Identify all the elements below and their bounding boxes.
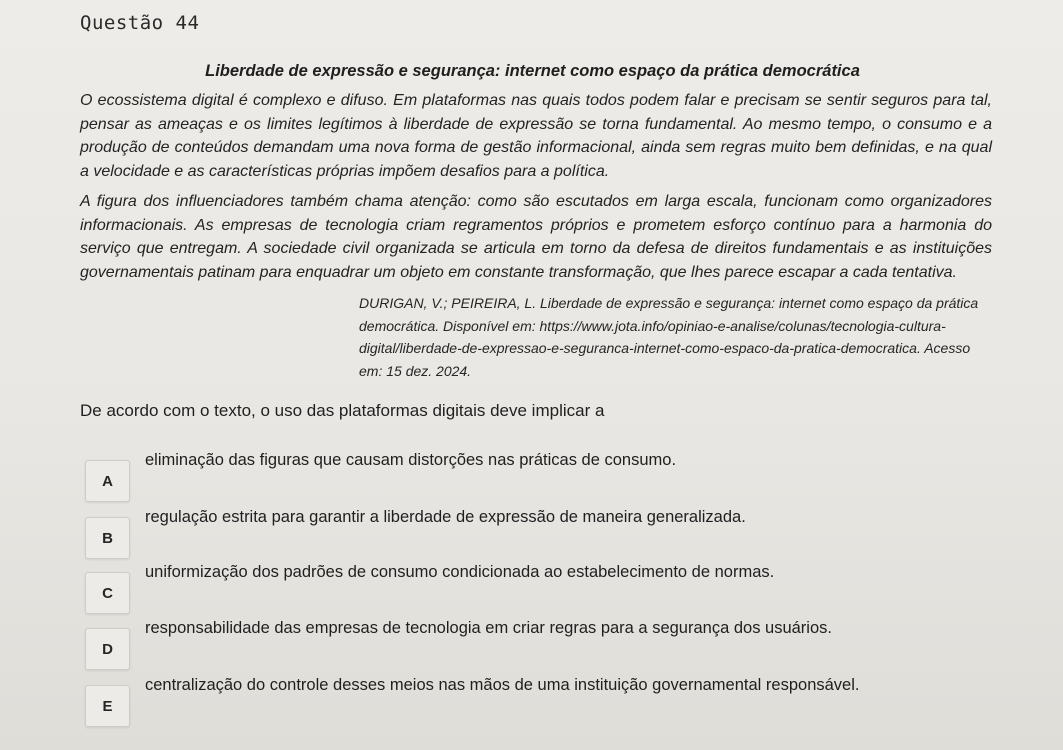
option-c-text[interactable]: uniformização dos padrões de consumo condicionada ao estabelecimento de normas.	[145, 563, 775, 581]
option-a-button[interactable]: A	[85, 460, 130, 502]
option-d-button[interactable]: D	[85, 628, 130, 670]
option-b-button[interactable]: B	[85, 517, 130, 559]
option-b-text[interactable]: regulação estrita para garantir a liberdade de expressão de maneira generalizada.	[145, 508, 746, 526]
option-e[interactable]	[85, 676, 985, 729]
option-c[interactable]	[85, 563, 985, 616]
option-a[interactable]	[85, 451, 985, 504]
option-e-text[interactable]: centralização do controle desses meios nas mãos de uma instituição governamental responsável.	[145, 676, 860, 694]
option-d[interactable]	[85, 619, 985, 672]
option-b[interactable]	[85, 508, 985, 561]
text-paragraph-1: O ecossistema digital é complexo e difuso. Em plataformas nas quais todos podem falar e precisam se sentir seguros para tal, pensar as ameaças e os limites legítimos à liberdade de expressão se torna fundamental. Ao mesmo tempo, o consumo e a produção de conteúdos demandam uma nova forma de gestão informacional, ainda sem regras muito bem definidas, e na qual a velocidade e as características próprias impõem desafios para a política.	[80, 92, 992, 180]
option-a-text[interactable]: eliminação das figuras que causam distorções nas práticas de consumo.	[145, 451, 677, 469]
option-d-text[interactable]: responsabilidade das empresas de tecnologia em criar regras para a segurança dos usuários.	[145, 619, 832, 637]
text-title: Liberdade de expressão e segurança: internet como espaço da prática democrática	[205, 62, 860, 80]
option-c-button[interactable]: C	[85, 572, 130, 614]
question-prompt: De acordo com o texto, o uso das plataformas digitais deve implicar a	[80, 401, 605, 420]
question-label: Questão 44	[80, 12, 200, 34]
option-e-button[interactable]: E	[85, 685, 130, 727]
text-paragraph-2: A figura dos influenciadores também chama atenção: como são escutados em larga escala, funcionam como organizadores informacionais. As empresas de tecnologia criam regramentos próprios e prometem esforço contínuo para a harmonia do serviço que entregam. A sociedade civil organizada se articula em torno da defesa de direitos fundamentais e as instituições governamentais patinam para enquadrar um objeto em constante transformação, que lhes parece escapar a cada tentativa.	[80, 193, 992, 281]
source-citation: DURIGAN, V.; PEIREIRA, L. Liberdade de expressão e segurança: internet como espaço da prática democrática. Disponível em: https://www.jota.info/opiniao-e-analise/colunas/tecnologia-cultura-digital/liberdade-de-expressao-e-seguranca-internet-como-espaco-da-pratica-democratica. Acesso em: 15 dez. 2024.	[359, 295, 979, 379]
